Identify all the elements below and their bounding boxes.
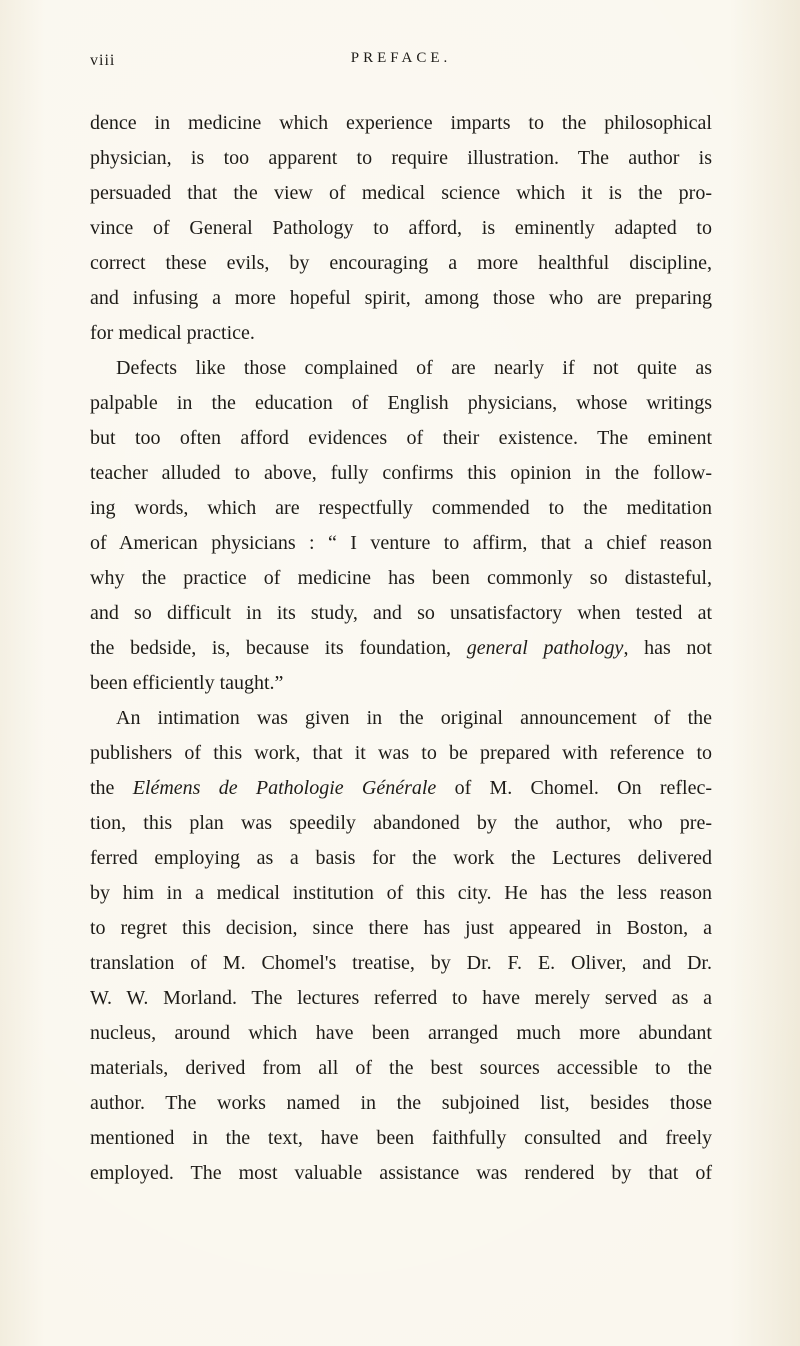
text-segment: for medical practice. [90,322,255,344]
text-line [90,526,712,561]
text-segment: dence in medicine which experience imparts to the philosophical [90,112,712,134]
text-segment: and so difficult in its study, and so unsatisfactory when tested at [90,602,712,624]
text-segment: and infusing a more hopeful spirit, among those who are preparing [90,287,712,309]
text-segment: why the practice of medicine has been commonly so distasteful, [90,567,712,589]
text-segment: mentioned in the text, have been faithfully consulted and freely [90,1127,712,1149]
text-segment: palpable in the education of English physicians, whose writings [90,392,712,414]
text-line [90,596,712,631]
text-segment: nucleus, around which have been arranged much more abundant [90,1022,712,1044]
text-line [90,981,712,1016]
text-line [90,211,712,246]
text-segment: , has not [623,637,712,659]
text-segment: ferred employing as a basis for the work the Lectures delivered [90,847,712,869]
text-segment: the [90,777,133,799]
text-segment: persuaded that the view of medical science which it is the pro- [90,182,712,204]
text-line [90,666,712,701]
text-segment: materials, derived from all of the best sources accessible to the [90,1057,712,1079]
text-line [90,876,712,911]
text-segment: of American physicians : “ I venture to affirm, that a chief reason [90,532,712,554]
text-segment: physician, is too apparent to require illustration. The author is [90,147,712,169]
text-line [90,1016,712,1051]
text-segment: translation of M. Chomel's treatise, by Dr. F. E. Oliver, and Dr. [90,952,712,974]
text-line [90,771,712,806]
text-line [90,701,712,736]
text-segment: been efficiently taught.” [90,672,284,694]
text-line [90,946,712,981]
text-line [90,631,712,666]
text-line [90,1156,712,1191]
text-line [90,316,712,351]
italic-text: Elémens de Pathologie Générale [132,777,437,799]
text-segment: ing words, which are respectfully commended to the meditation [90,497,712,519]
text-line [90,561,712,596]
italic-text: general pathology [466,637,624,659]
page-header [90,50,712,74]
text-segment: author. The works named in the subjoined list, besides those [90,1092,712,1114]
text-line [90,106,712,141]
text-line [90,456,712,491]
text-segment: employed. The most valuable assistance was rendered by that of [90,1162,712,1184]
text-segment: but too often afford evidences of their existence. The eminent [90,427,712,449]
text-line [90,1086,712,1121]
text-segment: to regret this decision, since there has just appeared in Boston, a [90,917,712,939]
text-line [90,141,712,176]
text-line [90,351,712,386]
text-line [90,736,712,771]
text-line [90,246,712,281]
text-segment: W. W. Morland. The lectures referred to have merely served as a [90,987,712,1009]
text-segment: teacher alluded to above, fully confirms this opinion in the follow- [90,462,712,484]
text-line [90,1121,712,1156]
text-segment: publishers of this work, that it was to be prepared with reference to [90,742,712,764]
text-line [90,911,712,946]
text-segment: by him in a medical institution of this city. He has the less reason [90,882,712,904]
text-line [90,281,712,316]
page-number: viii [90,52,116,69]
text-line [90,386,712,421]
text-segment: vince of General Pathology to afford, is eminently adapted to [90,217,712,239]
text-line [90,806,712,841]
text-segment: tion, this plan was speedily abandoned by the author, who pre- [90,812,712,834]
text-line [90,1051,712,1086]
text-line [90,176,712,211]
text-segment: correct these evils, by encouraging a more healthful discipline, [90,252,712,274]
text-segment: An intimation was given in the original announcement of the [116,707,712,729]
text-line [90,421,712,456]
running-title: PREFACE. [350,50,452,66]
text-segment: the bedside, is, because its foundation, [90,637,467,659]
text-segment: Defects like those complained of are nearly if not quite as [116,357,712,379]
text-block [90,106,712,1191]
text-segment: of M. Chomel. On reflec- [436,777,713,799]
text-line [90,491,712,526]
text-line [90,841,712,876]
